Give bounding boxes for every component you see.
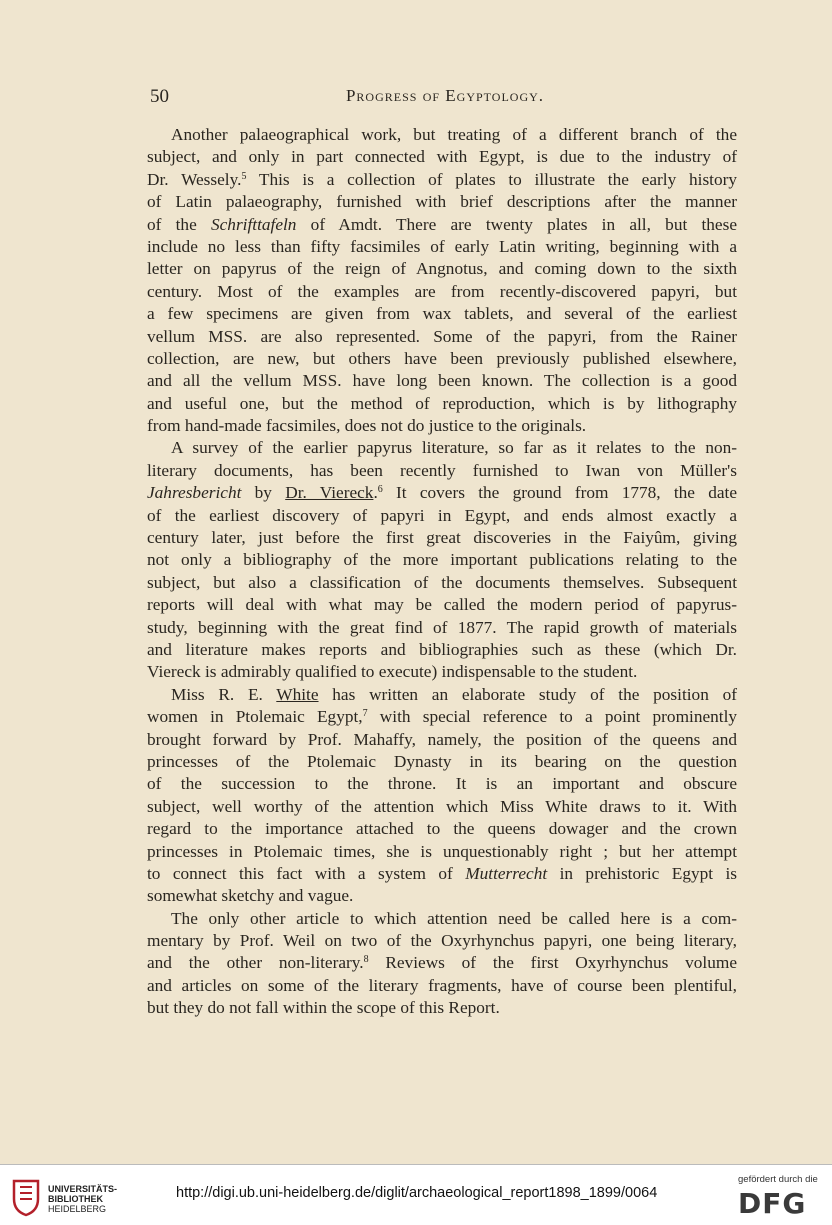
text-line: reports will deal with what may be called the modern period of papyrus- [147,595,737,615]
text-line: letter on papyrus of the reign of Angnotus, and coming down to the sixth [147,259,737,279]
text-line: subject, well worthy of the attention which Miss White draws to it. With [147,796,737,816]
text-line: brought forward by Prof. Mahaffy, namely, the position of the queens and [147,729,737,749]
text-line: of Latin palaeography, furnished with brief descriptions after the manner [147,192,737,212]
text-line: of the earliest discovery of papyri in Egypt, and ends almost exactly a [147,505,737,525]
text-line: century later, just before the first great discoveries in the Faiyûm, giving [147,528,737,548]
text-line: Miss R. E. White has written an elaborate study of the position of [171,684,737,704]
text-line: somewhat sketchy and vague. [147,886,354,906]
text-line: and articles on some of the literary fragments, have of course been plentiful, [147,975,737,995]
paragraph [147,684,737,908]
text-line: and literature makes reports and bibliographies such as these (which Dr. [147,639,737,659]
library-crest-icon [8,1177,44,1217]
source-url-link[interactable]: http://digi.ub.uni-heidelberg.de/diglit/archaeological_report1898_1899/0064 [176,1185,658,1201]
text-line: include no less than fifty facsimiles of early Latin writing, beginning with a [147,236,737,256]
text-line: mentary by Prof. Weil on two of the Oxyrhynchus papyri, one being literary, [147,931,737,951]
library-name-line: UNIVERSITÄTS- [48,1184,118,1194]
text-line: subject, and only in part connected with Egypt, is due to the industry of [147,147,737,167]
text-line: of the Schrifttafeln of Amdt. There are twenty plates in all, but these [147,214,738,234]
text-line: of the succession to the throne. It is an important and obscure [147,774,737,794]
text-line: collection, are new, but others have been previously published elsewhere, [147,348,737,368]
paragraph [147,908,737,1020]
text-line: A survey of the earlier papyrus literature, so far as it relates to the non- [171,438,737,458]
text-line: and all the vellum MSS. have long been known. The collection is a good [147,371,737,391]
dfg-logo[interactable]: DFG [738,1187,807,1220]
text-line: Another palaeographical work, but treating of a different branch of the [171,125,737,144]
text-line: from hand-made facsimiles, does not do justice to the originals. [147,416,587,436]
viewer-footer [0,1164,832,1225]
text-line: literary documents, has been recently furnished to Iwan von Müller's [147,460,737,480]
text-line: subject, but also a classification of the documents themselves. Subsequent [147,572,737,592]
text-line: and useful one, but the method of reproduction, which is by lithography [147,393,737,413]
paragraph [147,124,737,437]
text-line: Viereck is admirably qualified to execute) indispensable to the student. [147,662,638,682]
text-line: The only other article to which attention need be called here is a com- [171,908,737,928]
text-line: vellum MSS. are also represented. Some of the papyri, from the Rainer [147,326,737,346]
library-name-line: HEIDELBERG [48,1204,107,1214]
library-logo[interactable] [8,1177,118,1217]
page-header [150,86,740,110]
funding-note: gefördert durch die [738,1174,818,1185]
text-line: but they do not fall within the scope of this Report. [147,998,500,1018]
body-text [147,124,737,1020]
text-line: princesses of the Ptolemaic Dynasty in its bearing on the question [147,751,737,771]
text-line: century. Most of the examples are from recently-discovered papyri, but [147,281,737,301]
text-line: women in Ptolemaic Egypt,$^7$ with special reference to a point prominently [147,707,738,727]
library-name-line: BIBLIOTHEK [48,1194,103,1204]
text-line: study, beginning with the great find of 1877. The rapid growth of materials [147,617,737,637]
page-number: 50 [150,86,169,107]
text-line: and the other non-literary.$^8$ Reviews of the first Oxyrhynchus volume [147,953,737,973]
text-line: not only a bibliography of the more important publications relating to the [147,550,737,570]
paragraph [147,437,737,683]
text-line: Jahresbericht by Dr. Viereck.$^6$ It covers the ground from 1778, the date [147,483,738,503]
text-line: princesses in Ptolemaic times, she is unquestionably right ; but her attempt [147,841,737,861]
text-line: to connect this fact with a system of Mutterrecht in prehistoric Egypt is [147,863,737,883]
text-line: Dr. Wessely.$^5$ This is a collection of plates to illustrate the early history [147,169,738,189]
text-line: regard to the importance attached to the queens dowager and the crown [147,819,737,839]
text-line: a few specimens are given from wax tablets, and several of the earliest [147,304,737,324]
running-title: Progress of Egyptology. [345,86,545,105]
